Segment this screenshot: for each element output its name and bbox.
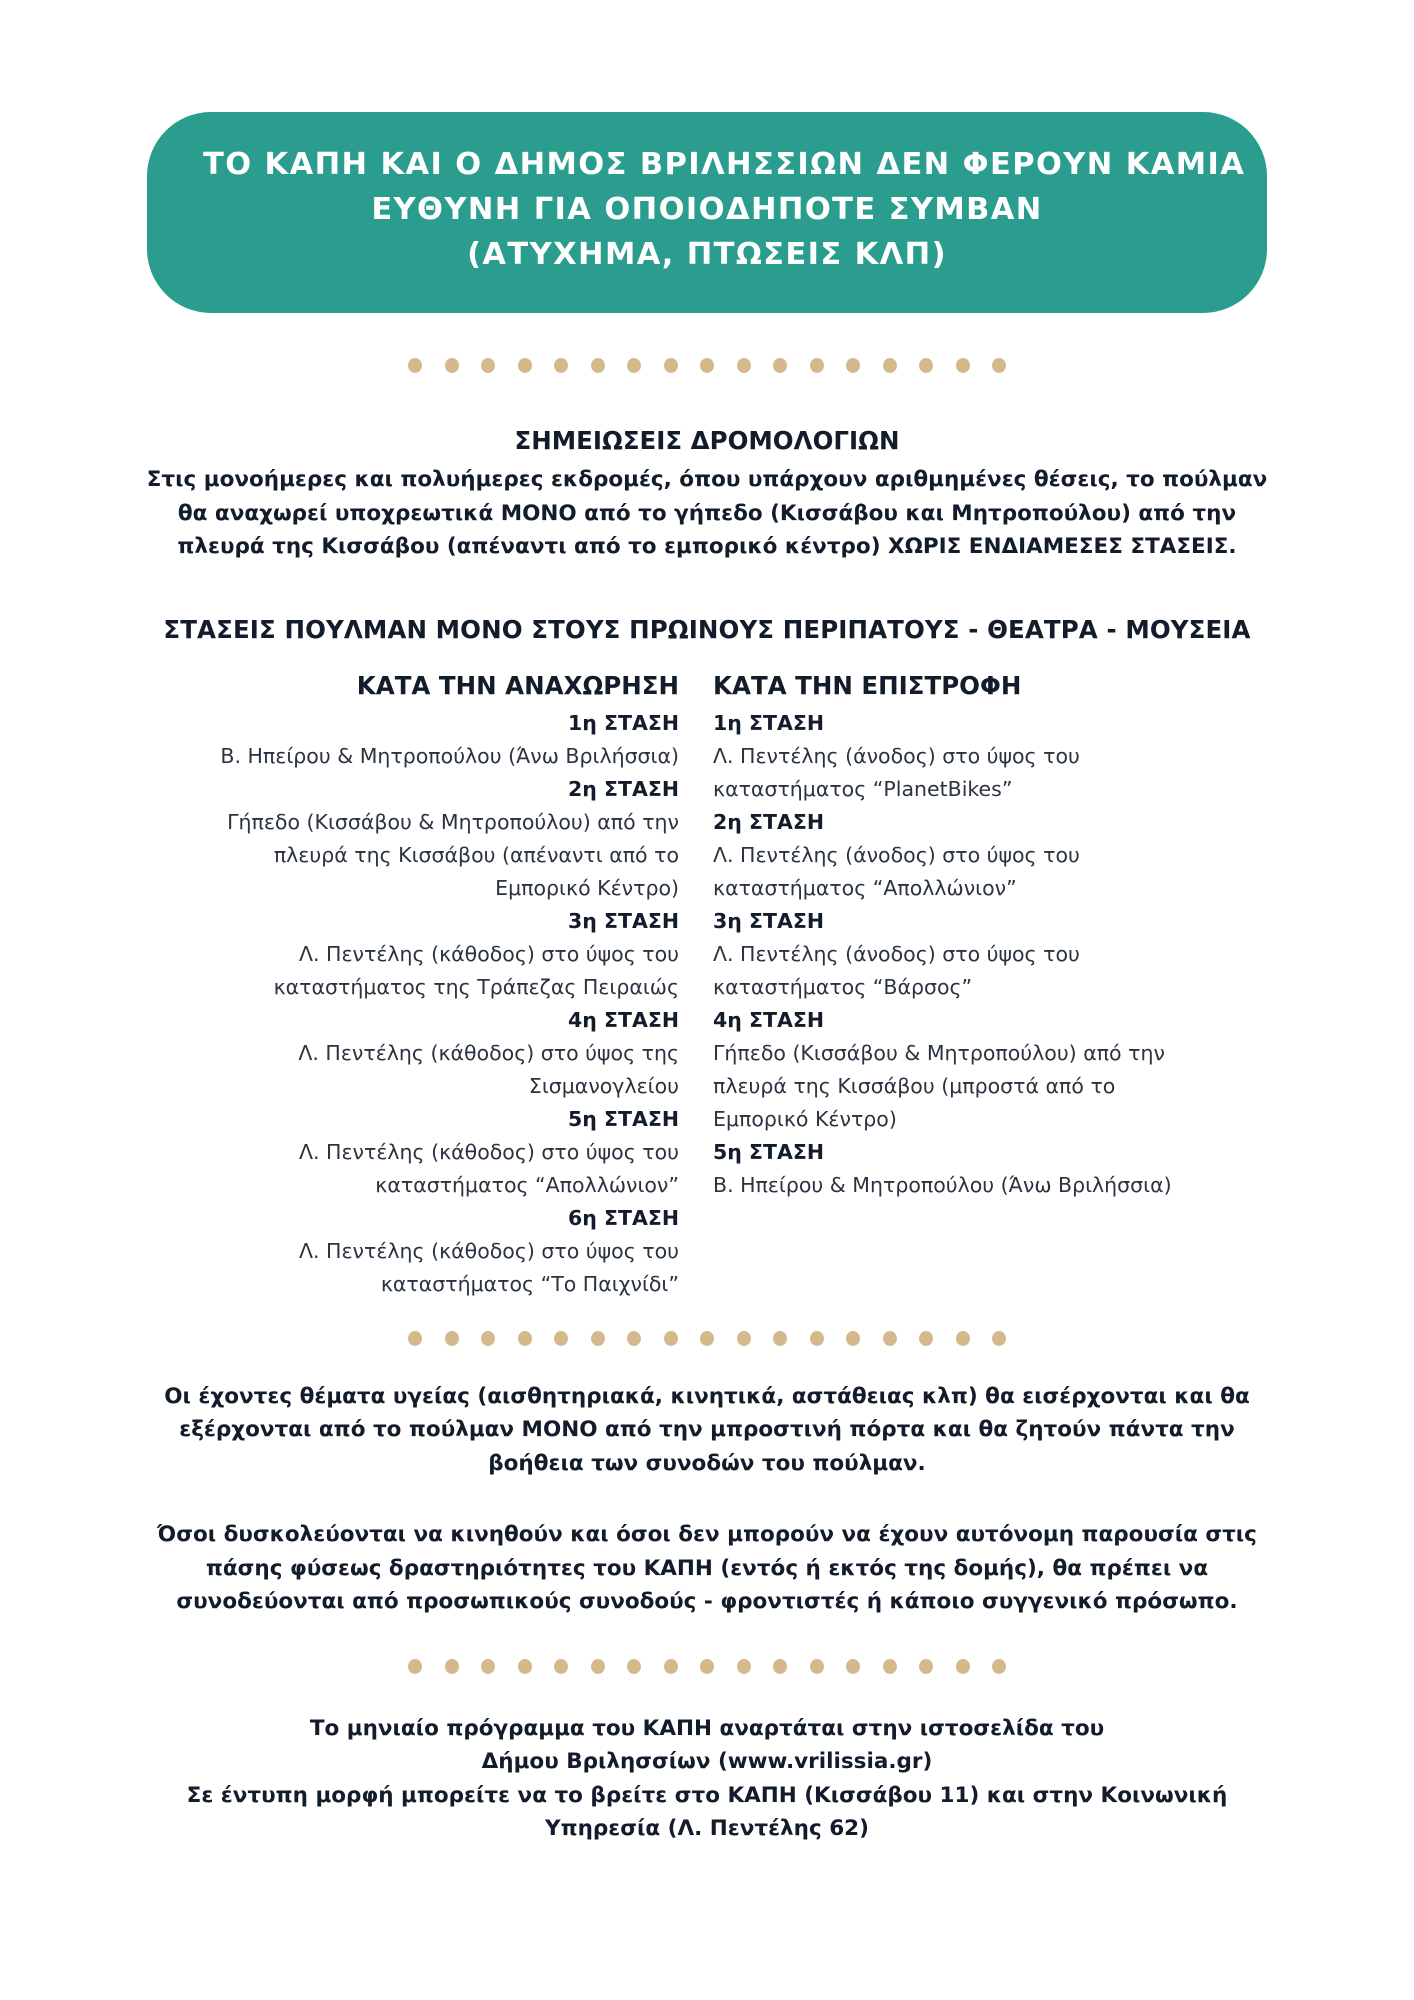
stop-description: Λ. Πεντέλης (κάθοδος) στο ύψος του καταστήματος “Απολλώνιον”	[298, 1139, 679, 1197]
departure-column	[207, 669, 699, 1301]
divider-dot	[481, 1331, 495, 1346]
stop-label: 2η ΣΤΑΣΗ	[713, 809, 825, 834]
divider-dot	[956, 1331, 970, 1346]
divider-dot	[919, 1331, 933, 1346]
liability-banner	[147, 112, 1267, 313]
divider-dot	[627, 358, 641, 373]
departure-heading: ΚΑΤΑ ΤΗΝ ΑΝΑΧΩΡΗΣΗ	[356, 670, 679, 700]
divider-dot	[408, 1331, 422, 1346]
divider-dot	[408, 358, 422, 373]
divider-dot	[737, 358, 751, 373]
divider-dot	[627, 1331, 641, 1346]
divider-dot	[956, 1659, 970, 1674]
divider-dot	[445, 1659, 459, 1674]
divider-dot	[664, 1331, 678, 1346]
dot-divider-2	[0, 1331, 1414, 1346]
departure-stop-list	[207, 707, 679, 1301]
stops-section-title: ΣΤΑΣΕΙΣ ΠΟΥΛΜΑΝ ΜΟΝΟ ΣΤΟΥΣ ΠΡΩΙΝΟΥΣ ΠΕΡΙΠΑΤΟΥΣ - ΘΕΑΤΡΑ - ΜΟΥΣΕΙΑ	[163, 614, 1251, 644]
divider-dot	[700, 358, 714, 373]
divider-dot	[591, 1331, 605, 1346]
stop-label: 1η ΣΤΑΣΗ	[567, 710, 679, 735]
divider-dot	[846, 358, 860, 373]
divider-dot	[992, 358, 1006, 373]
document-content	[117, 425, 1297, 1301]
health-note-text: Οι έχοντες θέματα υγείας (αισθητηριακά, κινητικά, αστάθειας κλπ) θα εισέρχονται και θα εξέρχονται από το πούλμαν ΜΟΝΟ από την μπροστινή πόρτα και θα ζητούν πάντα την βοήθεια των συνοδών του πούλμαν.	[164, 1383, 1250, 1476]
footer-line-1: Το μηνιαίο πρόγραμμα του ΚΑΠΗ αναρτάται στην ιστοσελίδα του	[309, 1715, 1105, 1741]
divider-dot	[445, 358, 459, 373]
divider-dot	[883, 1331, 897, 1346]
dot-divider-1	[0, 358, 1414, 373]
return-heading: ΚΑΤΑ ΤΗΝ ΕΠΙΣΤΡΟΦΗ	[713, 670, 1022, 700]
stop-label: 4η ΣΤΑΣΗ	[567, 1007, 679, 1032]
stop-description: Β. Ηπείρου & Μητροπούλου (Άνω Βριλήσσια)	[713, 1172, 1172, 1197]
stop-label: 2η ΣΤΑΣΗ	[567, 776, 679, 801]
divider-dot	[664, 358, 678, 373]
divider-dot	[737, 1659, 751, 1674]
divider-dot	[554, 358, 568, 373]
divider-dot	[737, 1331, 751, 1346]
return-column	[699, 669, 1207, 1202]
divider-dot	[481, 358, 495, 373]
divider-dot	[554, 1331, 568, 1346]
stop-description: Λ. Πεντέλης (άνοδος) στο ύψος του καταστήματος “PlanetBikes”	[713, 743, 1080, 801]
stop-label: 3η ΣΤΑΣΗ	[713, 908, 825, 933]
stop-label: 1η ΣΤΑΣΗ	[713, 710, 825, 735]
stop-description: Λ. Πεντέλης (κάθοδος) στο ύψος του καταστήματος της Τράπεζας Πειραιώς	[273, 941, 679, 999]
divider-dot	[810, 1659, 824, 1674]
stop-description: Λ. Πεντέλης (άνοδος) στο ύψος του καταστήματος “Απολλώνιον”	[713, 842, 1080, 900]
divider-dot	[919, 358, 933, 373]
divider-dot	[992, 1659, 1006, 1674]
divider-dot	[883, 358, 897, 373]
companion-note-text: Όσοι δυσκολεύονται να κινηθούν και όσοι δεν μπορούν να έχουν αυτόνομη παρουσία στις πάσης φύσεως δραστηριότητες του ΚΑΠΗ (εντός ή εκτός της δομής), θα πρέπει να συνοδεύονται από προσωπικούς συνοδούς - φροντιστές ή κάποιο συγγενικό πρόσωπο.	[157, 1522, 1257, 1614]
dot-divider-3	[0, 1659, 1414, 1674]
companion-note-block	[117, 1518, 1297, 1619]
divider-dot	[664, 1659, 678, 1674]
return-stop-list	[713, 707, 1207, 1202]
divider-dot	[846, 1659, 860, 1674]
notes-body: Στις μονοήμερες και πολυήμερες εκδρομές, όπου υπάρχουν αριθμημένες θέσεις, το πούλμαν θα αναχωρεί υποχρεωτικά ΜΟΝΟ από το γήπεδο (Κισσάβου και Μητροπούλου) από την πλευρά της Κισσάβου (απέναντι από το εμπορικό κέντρο) ΧΩΡΙΣ ΕΝΔΙΑΜΕΣΕΣ ΣΤΑΣΕΙΣ.	[146, 467, 1268, 559]
footer-block	[117, 1712, 1297, 1846]
divider-dot	[883, 1659, 897, 1674]
divider-dot	[627, 1659, 641, 1674]
health-note-block	[117, 1380, 1297, 1481]
banner-container	[0, 0, 1414, 313]
stop-description: Λ. Πεντέλης (άνοδος) στο ύψος του καταστήματος “Βάρσος”	[713, 941, 1080, 999]
stop-description: Λ. Πεντέλης (κάθοδος) στο ύψος της Σισμανογλείου	[298, 1040, 679, 1098]
divider-dot	[919, 1659, 933, 1674]
divider-dot	[591, 358, 605, 373]
divider-dot	[445, 1331, 459, 1346]
divider-dot	[773, 1331, 787, 1346]
divider-dot	[773, 358, 787, 373]
notes-heading: ΣΗΜΕΙΩΣΕΙΣ ΔΡΟΜΟΛΟΓΙΩΝ	[514, 426, 900, 455]
divider-dot	[773, 1659, 787, 1674]
divider-dot	[700, 1331, 714, 1346]
divider-dot	[518, 1331, 532, 1346]
divider-dot	[846, 1331, 860, 1346]
divider-dot	[956, 358, 970, 373]
stop-label: 5η ΣΤΑΣΗ	[713, 1139, 825, 1164]
divider-dot	[518, 1659, 532, 1674]
divider-dot	[518, 358, 532, 373]
stop-description: Λ. Πεντέλης (κάθοδος) στο ύψος του καταστήματος “Το Παιχνίδι”	[298, 1238, 679, 1296]
stop-label: 3η ΣΤΑΣΗ	[567, 908, 679, 933]
stop-label: 4η ΣΤΑΣΗ	[713, 1007, 825, 1032]
banner-line-3: (ΑΤΥΧΗΜΑ, ΠΤΩΣΕΙΣ ΚΛΠ)	[467, 237, 947, 272]
stop-description: Β. Ηπείρου & Μητροπούλου (Άνω Βριλήσσια)	[220, 743, 679, 768]
divider-dot	[700, 1659, 714, 1674]
document-content-lower	[117, 1380, 1297, 1619]
stop-description: Γήπεδο (Κισσάβου & Μητροπούλου) από την πλευρά της Κισσάβου (απέναντι από το Εμπορικό Κέντρο)	[227, 809, 679, 900]
footer-line-4: Υπηρεσία (Λ. Πεντέλης 62)	[545, 1816, 869, 1841]
divider-dot	[408, 1659, 422, 1674]
stops-grid	[207, 669, 1207, 1301]
footer-line-2: Δήμου Βριλησσίων (www.vrilissia.gr)	[481, 1749, 933, 1774]
stop-label: 5η ΣΤΑΣΗ	[567, 1106, 679, 1131]
divider-dot	[992, 1331, 1006, 1346]
divider-dot	[481, 1659, 495, 1674]
divider-dot	[591, 1659, 605, 1674]
banner-line-2: ΕΥΘΥΝΗ ΓΙΑ ΟΠΟΙΟΔΗΠΟΤΕ ΣΥΜΒΑΝ	[371, 192, 1043, 227]
stop-label: 6η ΣΤΑΣΗ	[567, 1205, 679, 1230]
divider-dot	[810, 1331, 824, 1346]
footer-line-3: Σε έντυπη μορφή μπορείτε να το βρείτε στο ΚΑΠΗ (Κισσάβου 11) και στην Κοινωνική	[186, 1782, 1228, 1808]
divider-dot	[810, 358, 824, 373]
banner-line-1: ΤΟ ΚΑΠΗ ΚΑΙ Ο ΔΗΜΟΣ ΒΡΙΛΗΣΣΙΩΝ ΔΕΝ ΦΕΡΟΥΝ ΚΑΜΙΑ	[203, 147, 1246, 182]
divider-dot	[554, 1659, 568, 1674]
stop-description: Γήπεδο (Κισσάβου & Μητροπούλου) από την πλευρά της Κισσάβου (μπροστά από το Εμπορικό Κέντρο)	[713, 1040, 1165, 1131]
